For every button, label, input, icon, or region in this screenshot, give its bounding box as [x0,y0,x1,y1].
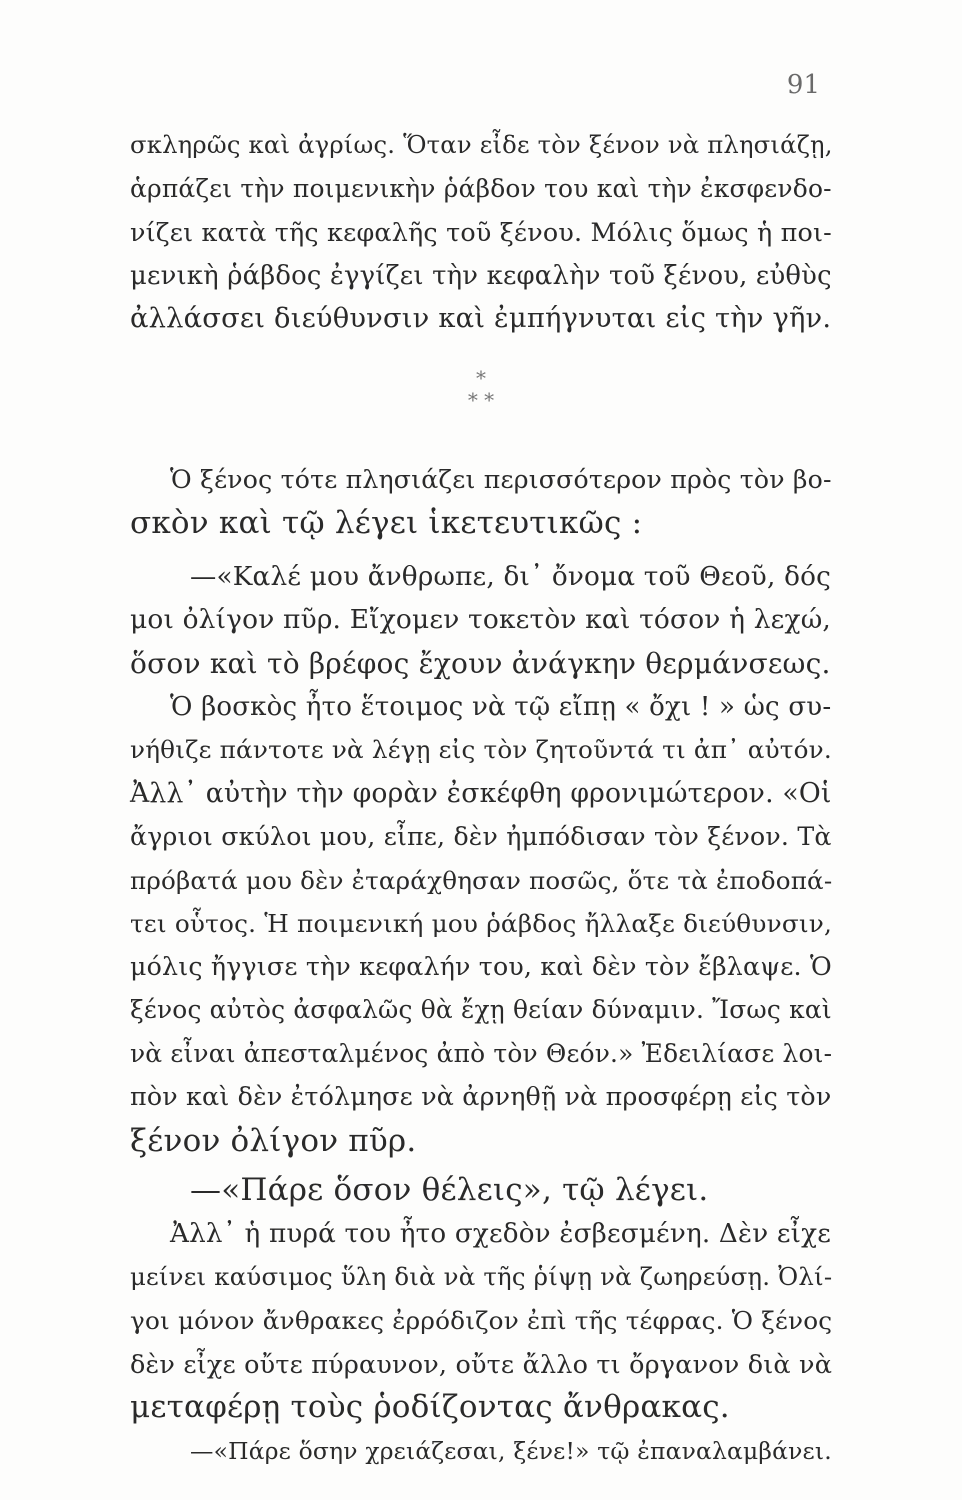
text-line: ἀλλάσσει διεύθυνσιν καὶ ἐμπήγνυται εἰς τὴν γῆν. [130,303,832,334]
text-line: ἁρπάζει τὴν ποιμενικὴν ῥάβδον του καὶ τὴν ἐκσφενδο- [130,174,832,203]
text-line: μεταφέρῃ τοὺς ῥοδίζοντας ἄνθρακας. [130,1389,730,1425]
text-line: —«Πάρε ὅσον θέλεις», τῷ λέγει. [190,1172,709,1208]
text-line: νὰ εἶναι ἀπεσταλμένος ἀπὸ τὸν Θεόν.» Ἐδειλίασε λοι- [130,1039,833,1068]
text-line: ἄγριοι σκύλοι μου, εἶπε, δὲν ἠμπόδισαν τὸν ξένον. Τὰ [130,822,832,851]
text-line: γοι μόνον ἄνθρακες ἐρρόδιζον ἐπὶ τῆς τέφρας. Ὁ ξένος [130,1306,833,1335]
text-line: μόλις ἤγγισε τὴν κεφαλήν του, καὶ δὲν τὸν ἔβλαψε. Ὁ [130,952,832,981]
text-line: Ὁ βοσκὸς ἦτο ἕτοιμος νὰ τῷ εἴπῃ « ὄχι ! » ὡς συ- [170,692,832,722]
text-line: ξένον ὀλίγον πῦρ. [130,1123,417,1159]
text-line: πὸν καὶ δὲν ἐτόλμησε νὰ ἀρνηθῇ νὰ προσφέρῃ εἰς τὸν [130,1082,832,1111]
text-line: σκληρῶς καὶ ἀγρίως. Ὅταν εἶδε τὸν ξένον νὰ πλησιάζῃ, [130,130,833,159]
section-ornament-top: * [476,366,486,390]
text-line: Ἀλλ᾿ αὐτὴν τὴν φορὰν ἐσκέφθη φρονιμώτερον. «Οἱ [130,778,832,809]
text-line: —«Καλέ μου ἄνθρωπε, δι᾿ ὄνομα τοῦ Θεοῦ, δός [190,562,832,592]
text-line: τει οὗτος. Ἡ ποιμενική μου ῥάβδος ἤλλαξε διεύθυνσιν, [130,909,833,938]
text-line: νίζει κατὰ τῆς κεφαλῆς τοῦ ξένου. Μόλις ὅμως ἡ ποι- [130,217,832,247]
page-number: 91 [786,70,820,100]
text-line: σκὸν καὶ τῷ λέγει ἱκετευτικῶς : [130,505,643,541]
text-line: μενικὴ ῥάβδος ἐγγίζει τὴν κεφαλὴν τοῦ ξένου, εὐθὺς [130,261,832,291]
text-line: δὲν εἶχε οὔτε πύραυνον, οὔτε ἄλλο τι ὄργανον διὰ νὰ [130,1349,833,1379]
text-line: πρόβατά μου δὲν ἐταράχθησαν ποσῶς, ὅτε τὰ ἐποδοπά- [130,866,833,895]
text-line: νήθιζε πάντοτε νὰ λέγῃ εἰς τὸν ζητοῦντά τι ἀπ᾿ αὐτόν. [130,735,832,764]
text-line: —«Πάρε ὅσην χρειάζεσαι, ξένε!» τῷ ἐπαναλαμβάνει. [190,1437,832,1465]
text-line: μείνει καύσιμος ὕλη διὰ νὰ τῆς ῥίψῃ νὰ ζωηρεύσῃ. Ὀλί- [130,1262,833,1291]
text-line: Ὁ ξένος τότε πλησιάζει περισσότερον πρὸς τὸν βο- [170,465,832,494]
section-ornament-bottom: * * [467,388,495,412]
text-line: ὅσον καὶ τὸ βρέφος ἔχουν ἀνάγκην θερμάνσεως. [130,647,831,680]
text-line: ξένος αὐτὸς ἀσφαλῶς θὰ ἔχῃ θείαν δύναμιν. Ἴσως καὶ [130,995,832,1024]
text-line: Ἀλλ᾿ ἡ πυρά του ἦτο σχεδὸν ἐσβεσμένη. Δὲν εἶχε [170,1219,831,1249]
text-line: μοι ὀλίγον πῦρ. Εἴχομεν τοκετὸν καὶ τόσον ἡ λεχώ, [130,604,832,635]
